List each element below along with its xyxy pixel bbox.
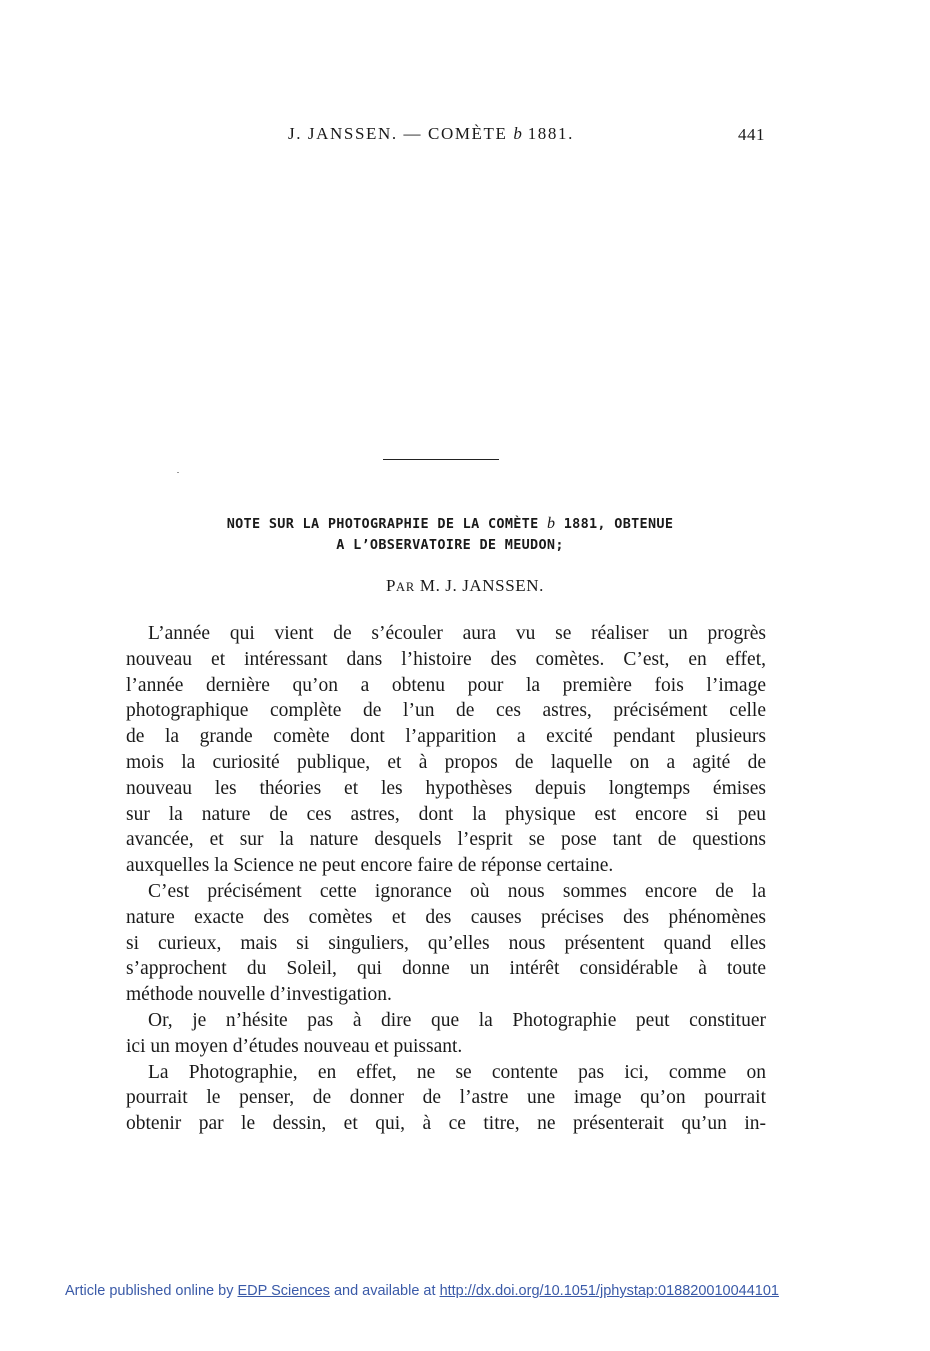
publication-footer bbox=[65, 1283, 779, 1299]
text-line: nouveau et intéressant dans l’histoire des comètes. C’est, en effet, bbox=[126, 648, 766, 670]
article-title bbox=[120, 513, 780, 556]
byline-par-smallcaps: AR bbox=[396, 580, 416, 594]
running-title-comet-letter: b bbox=[513, 124, 522, 143]
doi-link[interactable]: http://dx.doi.org/10.1051/jphystap:018820010044101 bbox=[439, 1283, 779, 1299]
article-title-line-1 bbox=[120, 513, 780, 535]
print-speck bbox=[177, 472, 179, 473]
footer-middle: and available at bbox=[329, 1283, 440, 1299]
text-line: avancée, et sur la nature desquels l’esprit se pose tant de questions bbox=[126, 829, 766, 851]
byline bbox=[0, 576, 930, 596]
text-line: l’année dernière qu’on a obtenu pour la première fois l’image bbox=[126, 674, 766, 696]
article-title-line-2: A L’OBSERVATOIRE DE MEUDON; bbox=[336, 537, 564, 553]
text-line: nouveau les théories et les hypothèses depuis longtemps émises bbox=[126, 777, 766, 799]
text-line: L’année qui vient de s’écouler aura vu se réaliser un progrès bbox=[148, 623, 766, 644]
text-line: obtenir par le dessin, et qui, à ce titre, ne présenterait qu’un in- bbox=[126, 1113, 766, 1135]
section-rule bbox=[383, 459, 499, 460]
title-text-b: 1881, OBTENUE bbox=[555, 516, 674, 532]
text-line: sur la nature de ces astres, dont la physique est encore si peu bbox=[126, 803, 766, 825]
text-line: C’est précisément cette ignorance où nous sommes encore de la bbox=[148, 880, 766, 902]
running-title-author: J. JANSSEN. — COMÈTE bbox=[288, 124, 514, 143]
text-line: ici un moyen d’études nouveau et puissant. bbox=[126, 1035, 463, 1057]
byline-author: M. J. JANSSEN. bbox=[415, 576, 544, 595]
text-line: Or, je n’hésite pas à dire que la Photographie peut constituer bbox=[148, 1009, 766, 1031]
text-line: auxquelles la Science ne peut encore faire de réponse certaine. bbox=[126, 855, 614, 877]
publisher-link[interactable]: EDP Sciences bbox=[237, 1283, 330, 1299]
text-line: pourrait le penser, de donner de l’astre une image qu’on pourrait bbox=[126, 1087, 766, 1109]
text-line: méthode nouvelle d’investigation. bbox=[126, 984, 392, 1006]
running-title bbox=[288, 124, 574, 144]
text-line: si curieux, mais si singuliers, qu’elles nous présentent quand elles bbox=[126, 932, 766, 954]
byline-par-initial: P bbox=[385, 576, 397, 595]
text-line: La Photographie, en effet, ne se contente pas ici, comme on bbox=[148, 1061, 766, 1083]
text-line: photographique complète de l’un de ces astres, précisément celle bbox=[126, 700, 766, 722]
text-line: de la grande comète dont l’apparition a excité pendant plusieurs bbox=[126, 726, 766, 748]
title-text-a: NOTE SUR LA PHOTOGRAPHIE DE LA COMÈTE bbox=[226, 516, 547, 532]
running-title-year: 1881. bbox=[521, 124, 574, 143]
title-comet-letter: b bbox=[546, 515, 556, 532]
text-line: s’approchent du Soleil, qui donne un intérêt considérable à toute bbox=[126, 958, 766, 980]
page-number: 441 bbox=[738, 125, 765, 144]
text-line: nature exacte des comètes et des causes précises des phénomènes bbox=[126, 906, 766, 928]
footer-prefix: Article published online by bbox=[65, 1283, 238, 1299]
text-line: mois la curiosité publique, et à propos de laquelle on a agité de bbox=[126, 751, 766, 773]
body-text bbox=[126, 621, 766, 1137]
running-head bbox=[0, 124, 930, 148]
